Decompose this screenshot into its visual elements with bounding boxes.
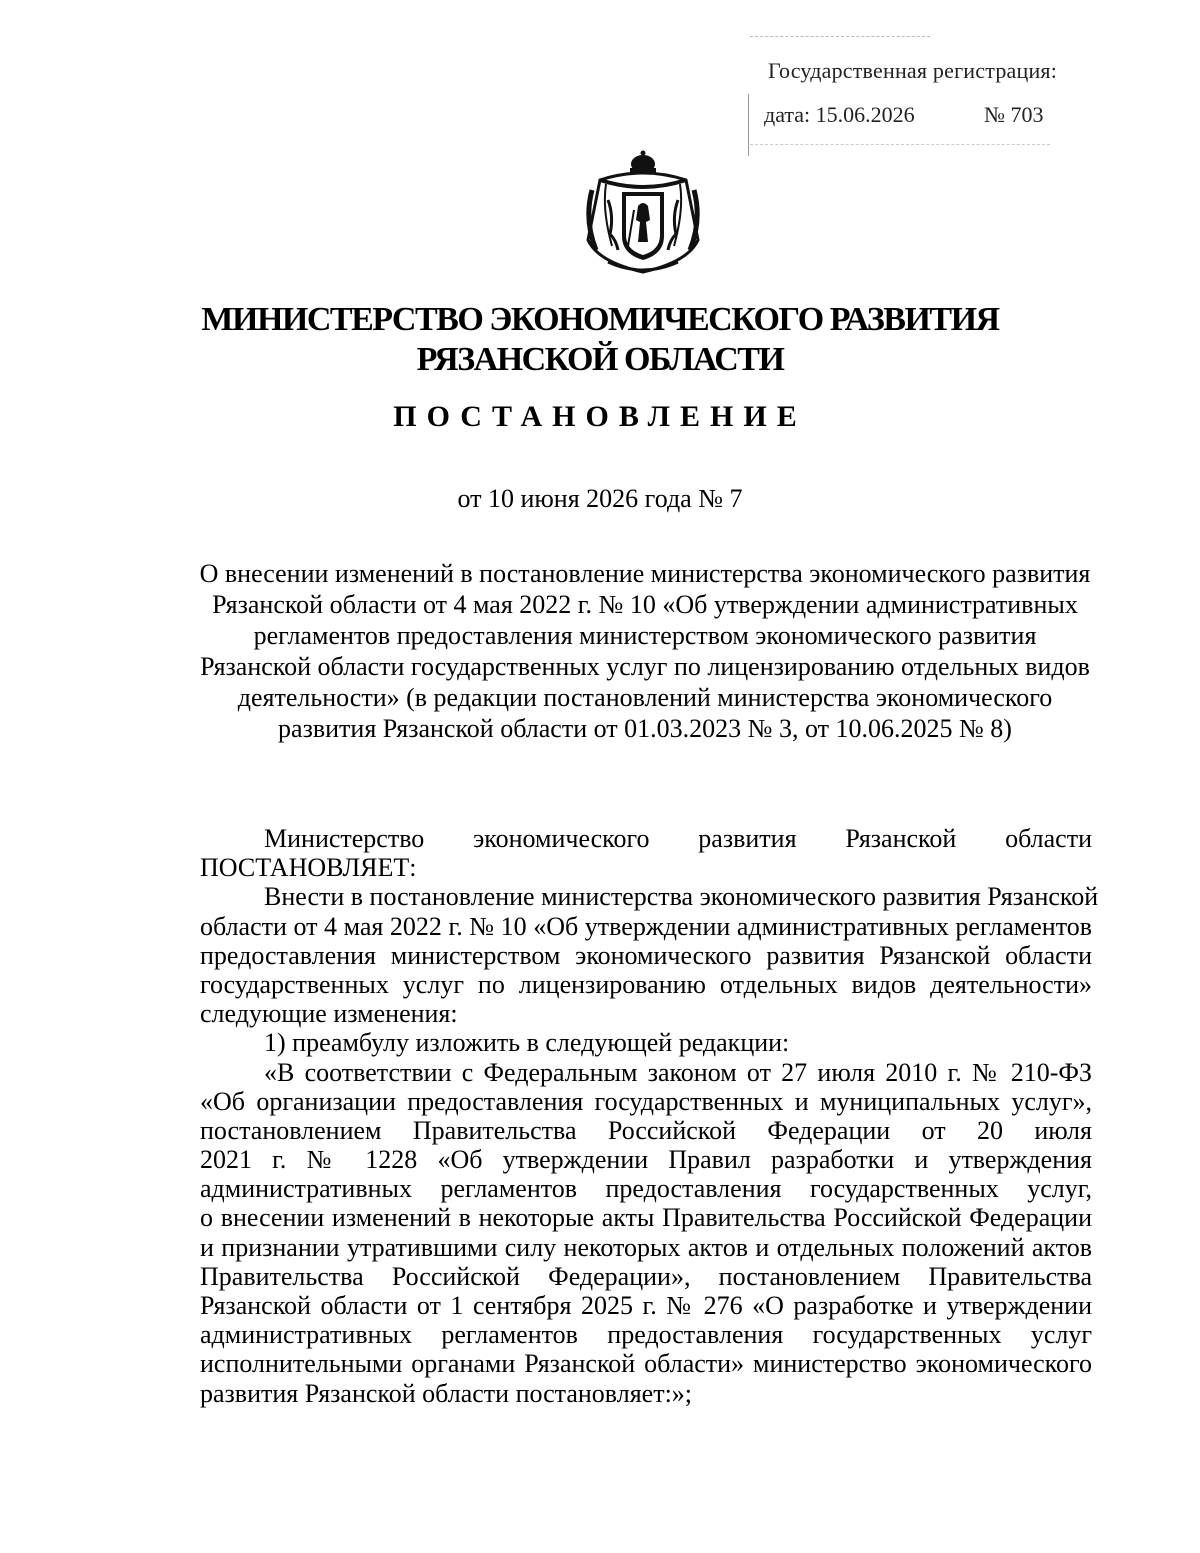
body-line: развития Рязанской области постановляет:»; bbox=[200, 1378, 693, 1408]
body-line: государственных услуг по лицензированию отдельных видов деятельности» bbox=[200, 969, 1092, 999]
body-line: административных регламентов предоставления государственных услуг, bbox=[200, 1174, 1092, 1204]
body-line: и признании утратившими силу некоторых актов и отдельных положений актов bbox=[200, 1232, 1092, 1262]
body-line: о внесении изменений в некоторые акты Правительства Российской Федерации bbox=[200, 1203, 1092, 1233]
ministry-name bbox=[0, 300, 1200, 380]
body-line: предоставления министерством экономического развития Рязанской области bbox=[200, 940, 1092, 970]
body-line: Рязанской области от 1 сентября 2025 г. № 276 «О разработке и утверждении bbox=[200, 1291, 1092, 1320]
stamp-top-line bbox=[750, 36, 930, 37]
body-line: Внести в постановление министерства экономического развития Рязанской bbox=[264, 882, 1099, 912]
body-line: постановлением Правительства Российской Федерации от 20 июля bbox=[200, 1115, 1092, 1145]
stamp-number: № 703 bbox=[984, 102, 1044, 127]
stamp-left-bar bbox=[748, 94, 751, 156]
ministry-name-line1: МИНИСТЕРСТВО ЭКОНОМИЧЕСКОГО РАЗВИТИЯ bbox=[201, 301, 999, 338]
subject-line: деятельности» (в редакции постановлений министерства экономического bbox=[237, 683, 1053, 712]
body-line: Министерство экономического развития Рязанской области bbox=[264, 824, 1092, 853]
subject-line: О внесении изменений в постановление министерства экономического развития bbox=[199, 559, 1091, 588]
coat-of-arms-icon bbox=[578, 150, 708, 280]
body-line: исполнительными органами Рязанской области» министерство экономического bbox=[200, 1349, 1092, 1379]
subject-line: Рязанской области от 4 мая 2022 г. № 10 «Об утверждении административных bbox=[212, 590, 1078, 619]
document-body bbox=[200, 824, 1099, 1408]
body-line: 2021 г. № 1228 «Об утверждении Правил разработки и утверждения bbox=[200, 1145, 1092, 1175]
body-line: области от 4 мая 2022 г. № 10 «Об утверждении административных регламентов bbox=[200, 911, 1092, 941]
stamp-title: Государственная регистрация: bbox=[768, 58, 1058, 83]
registration-stamp bbox=[750, 36, 1095, 148]
document-type: ПОСТАНОВЛЕНИЕ bbox=[393, 400, 807, 433]
subject-line: развития Рязанской области от 01.03.2023 № 3, от 10.06.2025 № 8) bbox=[278, 714, 1012, 743]
body-line: ПОСТАНОВЛЯЕТ: bbox=[200, 853, 417, 883]
subject-line: регламентов предоставления министерством экономического развития bbox=[253, 621, 1037, 650]
stamp-bottom-line bbox=[750, 144, 1050, 145]
document-subject bbox=[170, 558, 1120, 744]
body-line: следующие изменения: bbox=[200, 999, 458, 1029]
document-date: от 10 июня 2026 года № 7 bbox=[457, 484, 743, 513]
stamp-date: дата: 15.06.2026 bbox=[764, 102, 915, 127]
ministry-name-line2: РЯЗАНСКОЙ ОБЛАСТИ bbox=[416, 341, 784, 378]
body-line: 1) преамбулу изложить в следующей редакции: bbox=[264, 1028, 790, 1058]
body-line: «Об организации предоставления государственных и муниципальных услуг», bbox=[200, 1086, 1092, 1116]
subject-line: Рязанской области государственных услуг по лицензированию отдельных видов bbox=[200, 652, 1090, 681]
body-line: «В соответствии с Федеральным законом от 27 июля 2010 г. № 210-ФЗ bbox=[264, 1057, 1092, 1087]
body-line: административных регламентов предоставления государственных услуг bbox=[200, 1320, 1092, 1350]
body-line: Правительства Российской Федерации», постановлением Правительства bbox=[200, 1261, 1092, 1291]
